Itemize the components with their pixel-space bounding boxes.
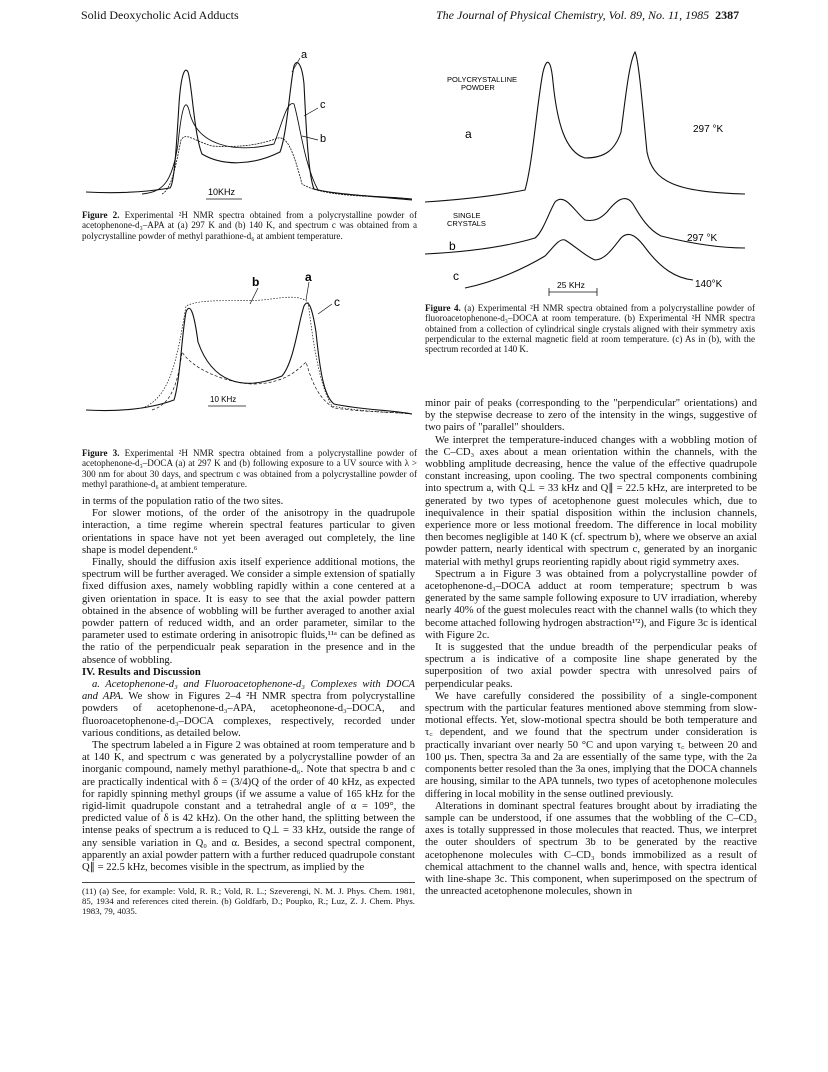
figure-2-caption [82, 210, 417, 241]
right-column [425, 398, 757, 898]
fig4-caption-text: (a) Experimental ²H NMR spectra obtained from a polycrystalline powder of fluoroacetophenone-d₃–DOCA at room temperature. (b) Experimental ²H NMR spectra obtained from a collection of cylindrical single crystals aligned with their symmetry axis perpendicular to the external magnetic field at room temperature. (c) As in (b), with the spectrum recorded at 140 K. [425, 303, 755, 355]
left-paragraph-2: For slower motions, of the order of the anisotropy in the quadrupole interaction, a time regime wherein spectral features particular to given orientations in space have not yet been averaged out completely, the line shape is model dependent.⁶ [82, 508, 415, 556]
fig2-spectrum-a [86, 63, 412, 200]
figure-2-spectra [82, 44, 417, 209]
left-paragraph-3: Finally, should the diffusion axis itself experience additional motions, the spectrum will be further averaged. We consider a simple extension of spatially fixed diffusion axes, namely wobbling rapidly within a cone centered at a given orientation in space. It is easy to see that the axial powder pattern obtained in the absence of wobbling will be further averaged to another axial powder pattern of reduced width, and an order parameter, similar to the parameter used to estimate ordering in anisotropic fluids,¹¹ᵃ can be defined as the ratio of the perpendicualr peak separation in the presence and in the absence of wobbling. [82, 557, 415, 666]
journal-header [436, 8, 739, 23]
left-column [82, 496, 415, 916]
footnote: (11) (a) See, for example: Vold, R. R.; Vold, R. L.; Szeverengi, N. M. J. Phys. Chem. 1981, 85, 1934 and references cited therein. (b) Goldfarb, D.; Poupko, R.; Luz, Z. J. Chem. Phys. 1983, 79, 4035. [82, 882, 415, 916]
left-paragraph-4 [82, 679, 415, 740]
right-paragraph-4: It is suggested that the undue breadth of the perpendicular peaks of spectrum a is indicative of a composite line shape generated by the superposition of two axial powder spectra with unresolved pairs of perpendicular peaks. [425, 642, 757, 690]
right-paragraph-2: We interpret the temperature-induced changes with a wobbling motion of the C–CD₃ axes about a mean orientation within the channels, with the wobbling amplitude decreasing, hence the value of the effective quadrupole constant increasing, upon cooling. The two spectral components combining into spectrum a, with Q⊥ = 33 kHz and Q∥ = 22.5 kHz, are interpreted to be generated by two types of acetophenone guest molecules which, due to inequivalence in their spatial disposition within the inclusion channels, experience more or less motional freedom. The difference in local mobility then becomes negligible at 140 K (cf. spectrum b), where we observe an axial powder pattern, nearly identical with spectrum c, generated by an inorganic material with methyl grups reorienting rapidly about rigid symmetry axes. [425, 434, 757, 568]
fig3-spectrum-b [142, 297, 412, 414]
left-paragraph-4-text: We show in Figures 2–4 ²H NMR spectra from polycrystalline powders of acetophenone-d₃–APA, acetopheonone-d₃–DOCA, and fluoroacetophenone-d₃–DOCA complexes, respectively, recorded under various conditions, as detailed below. [82, 691, 415, 739]
right-paragraph-6: Alterations in dominant spectral features brought about by irradiating the sample can be understood, if one assumes that the wobbling of the C–CD₃ axes is totally suppressed in those molecules that reacted. Thus, we interpret the outer shoulders of spectrum 3b to be generated by the reactive acetophenone molecules with C–CD₃ bonds immobilized as a result of chemical attachment to the channel walls and, hence, with spectra identical with line-shape 3c. This component, when superimposed on the spectrum of the unreacted acetophenone molecules, shown in [425, 800, 757, 898]
fig2-label-b: b [320, 133, 327, 145]
left-paragraph-5: The spectrum labeled a in Figure 2 was obtained at room temperature and b at 140 K, and spectrum c was generated by a polycrystalline powder of an inorganic compound, namely methyl parathione-d₆. Note that spectra b and c are practically indentical with δ = (3/4)Q of the order of 40 kHz, as expected for rapidly spinning methyl groups (if we assume a value of 165 kHz for the rigid-limit quadrupole constant and a tetrahedral angle of α = 109°, the predicted value of δ is 42 kHz). On the other hand, the splitting between the intense peaks of spectrum a is reduced to Q⊥ = 33 kHz, outside the range of any sensible variation in Q₀ and α. Besides, a second spectral component, apparently an axial powder pattern with a further reduced quadrupole constant Q∥ = 22.5 kHz, becomes visible in the spectrum, as implied by the [82, 740, 415, 874]
fig3-label-c: c [334, 295, 340, 309]
page-number: 2387 [715, 8, 740, 22]
fig3-spectrum-c [152, 352, 412, 414]
fig4-label-a: a [465, 127, 472, 141]
figure-3-caption [82, 448, 417, 489]
fig2-label-a: a [301, 49, 308, 61]
fig2-spectrum-b [142, 104, 412, 199]
journal-citation: The Journal of Physical Chemistry, Vol. 89, No. 11, 1985 [436, 8, 710, 22]
fig2-label-c: c [320, 99, 326, 111]
fig4-temp-a: 297 °K [693, 124, 724, 135]
fig4-caption-label: Figure 4. [425, 303, 461, 313]
fig4-scale-label: 25 KHz [557, 280, 585, 290]
fig3-label-b: b [252, 275, 260, 289]
fig2-caption-text: Experimental ²H NMR spectra obtained from a polycrystalline powder of acetophenone-d₃–APA at (a) 297 K and (b) 140 K, and spectrum c was obtained from a polycrystalline powder of methyl parathione-d₆ at ambient temperature. [82, 210, 417, 241]
fig3-caption-label: Figure 3. [82, 448, 120, 458]
fig4-label-powder-line2: POWDER [461, 83, 495, 92]
right-paragraph-3: Spectrum a in Figure 3 was obtained from a polycrystalline powder of acetophenone-d₃–DOCA adduct at room temperature; spectrum b was generated by the same sample following exposure to UV irradiation, whereby nearly 40% of the guest molecules react with the channel walls (to which they become attached following hydrogen abstraction¹'²), and Figure 3c is identical with Figure 2c. [425, 568, 757, 641]
fig3-scale-label: 10 KHz [210, 395, 237, 404]
fig4-label-single-line1: SINGLE [453, 211, 481, 220]
left-paragraph-1: in terms of the population ratio of the two sites. [82, 496, 284, 507]
figure-4-caption [425, 303, 755, 354]
fig4-temp-c: 140°K [695, 279, 723, 290]
figure-4-spectra [425, 42, 750, 297]
fig2-caption-label: Figure 2. [82, 210, 120, 220]
section-heading: IV. Results and Discussion [82, 666, 201, 678]
subsection-heading: a. Acetophenone-d₃ and Fluoroacetophenone-d₃ Complexes with DOCA and APA. [82, 679, 415, 703]
fig4-label-b: b [449, 239, 456, 253]
fig4-label-single-line2: CRYSTALS [447, 219, 486, 228]
right-paragraph-1: minor pair of peaks (corresponding to the "perpendicular" orientations) and by the stepwise decrease to zero of the intensity in the wings, suggestive of two pairs of "parallel" shoulders. [425, 398, 757, 434]
running-title: Solid Deoxycholic Acid Adducts [81, 8, 239, 22]
fig3-caption-text: Experimental ²H NMR spectra obtained from a polycrystalline powder of acetophenone-d₃–DOCA (a) at 297 K and (b) following exposure to a UV source with λ > 300 nm for about 30 days, and spectrum c was obtained from a polycrystalline powder of methyl parathione-d₆ at ambient temperature. [82, 448, 417, 489]
fig4-label-powder-line1: POLYCRYSTALLINE [447, 75, 518, 84]
fig3-spectrum-a [86, 303, 412, 414]
fig2-scale-label: 10KHz [208, 187, 236, 197]
fig4-temp-b: 297 °K [687, 233, 718, 244]
figure-3-spectra [82, 272, 417, 447]
fig3-label-a: a [305, 272, 312, 284]
fig4-label-c: c [453, 269, 459, 283]
right-paragraph-5: We have carefully considered the possibility of a single-component spectrum with the particular features mentioned above stemming from slow-motional effects. Yet, slow-motional spectra should be both temperature and τ꜀ dependent, and we found that the spectrum under consideration is practically invariant over nearly 50 °C and upon varying τ꜀ between 20 and 100 μs. Then, spectra 3a and 2a are essentially of the same type, with the 2a components better resoled than the 3a ones, implying that the DOCA channels are housing, similar to the APA tunnels, two types of acetophenone molecules differing in local mobility in the sense outlined previously. [425, 690, 757, 800]
